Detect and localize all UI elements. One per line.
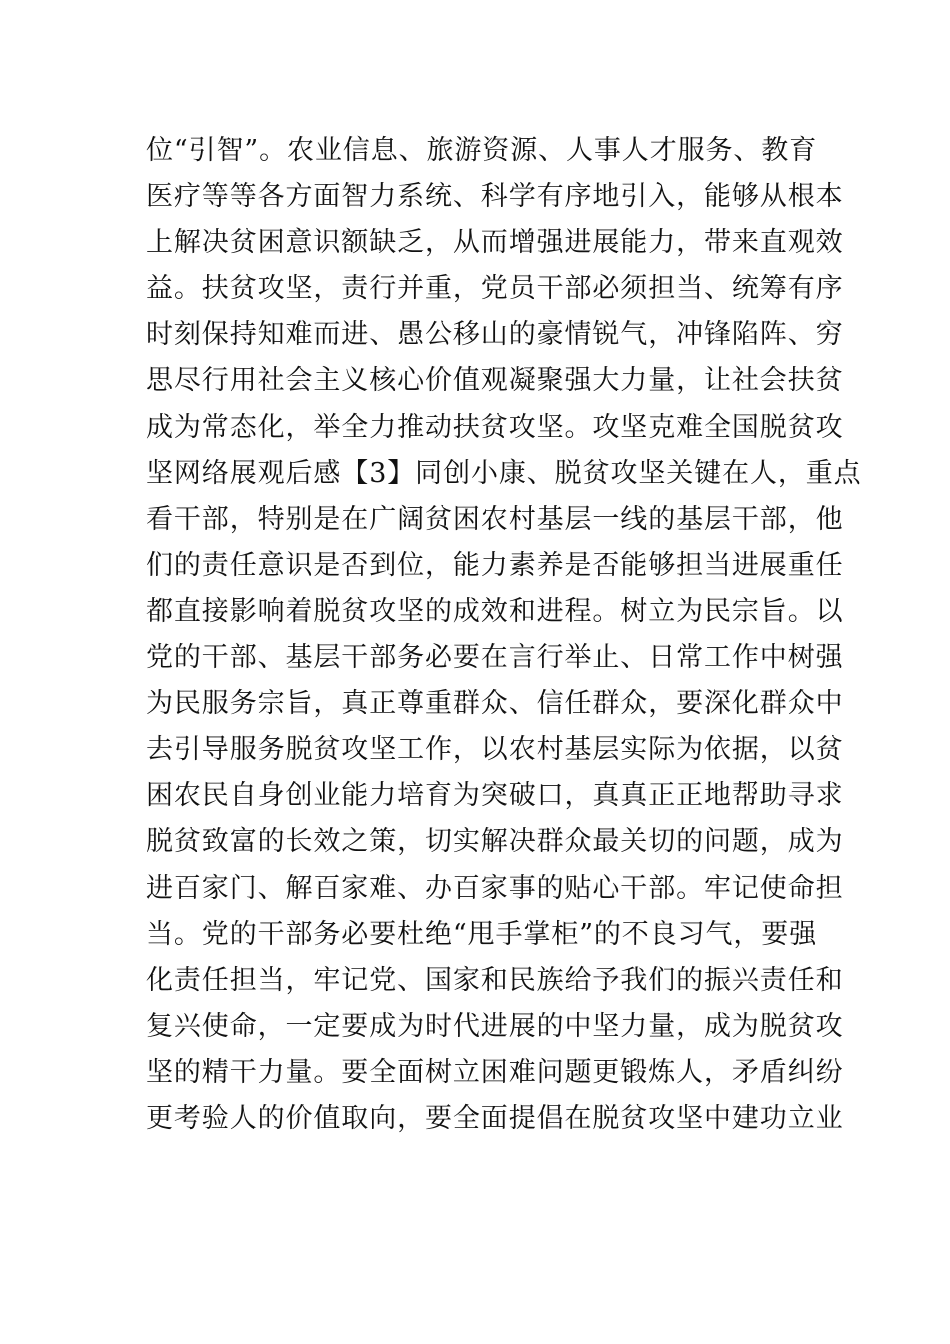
- text-line: 益。扶贫攻坚，责行并重，党员干部必须担当、统筹有序: [146, 273, 844, 305]
- text-line: 复兴使命，一定要成为时代进展的中坚力量，成为脱贫攻: [146, 1010, 844, 1042]
- text-line: 更考验人的价值取向，要全面提倡在脱贫攻坚中建功立业: [146, 1102, 844, 1134]
- text-line: 看干部，特别是在广阔贫困农村基层一线的基层干部，他: [146, 503, 844, 535]
- text-line: 去引导服务脱贫攻坚工作，以农村基层实际为依据，以贫: [146, 734, 844, 766]
- text-line: 坚的精干力量。要全面树立困难问题更锻炼人，矛盾纠纷: [146, 1056, 844, 1088]
- text-line: 进百家门、解百家难、办百家事的贴心干部。牢记使命担: [146, 872, 844, 904]
- text-line: 时刻保持知难而进、愚公移山的豪情锐气，冲锋陷阵、穷: [146, 319, 844, 351]
- text-line: 成为常态化，举全力推动扶贫攻坚。攻坚克难全国脱贫攻: [146, 411, 844, 443]
- text-line: 化责任担当，牢记党、国家和民族给予我们的振兴责任和: [146, 964, 844, 996]
- text-line: 当。党的干部务必要杜绝“甩手掌柜”的不良习气，要强: [146, 918, 818, 950]
- text-line: 位“引智”。农业信息、旅游资源、人事人才服务、教育: [146, 135, 818, 166]
- text-line: 困农民自身创业能力培育为突破口，真真正正地帮助寻求: [146, 780, 844, 812]
- text-line: 们的责任意识是否到位，能力素养是否能够担当进展重任: [146, 549, 844, 581]
- body-text: [146, 128, 862, 1142]
- text-line: 党的干部、基层干部务必要在言行举止、日常工作中树强: [146, 642, 844, 674]
- text-line: 上解决贫困意识额缺乏，从而增强进展能力，带来直观效: [146, 227, 844, 259]
- text-line: 脱贫致富的长效之策，切实解决群众最关切的问题，成为: [146, 826, 844, 858]
- text-line: 都直接影响着脱贫攻坚的成效和进程。树立为民宗旨。以: [146, 595, 844, 627]
- text-line: 坚网络展观后感【3】同创小康、脱贫攻坚关键在人，重点: [146, 457, 862, 489]
- text-line: 医疗等等各方面智力系统、科学有序地引入，能够从根本: [146, 181, 844, 213]
- text-line: 为民服务宗旨，真正尊重群众、信任群众，要深化群众中: [146, 688, 844, 720]
- text-line: 思尽行用社会主义核心价值观凝聚强大力量，让社会扶贫: [146, 365, 844, 397]
